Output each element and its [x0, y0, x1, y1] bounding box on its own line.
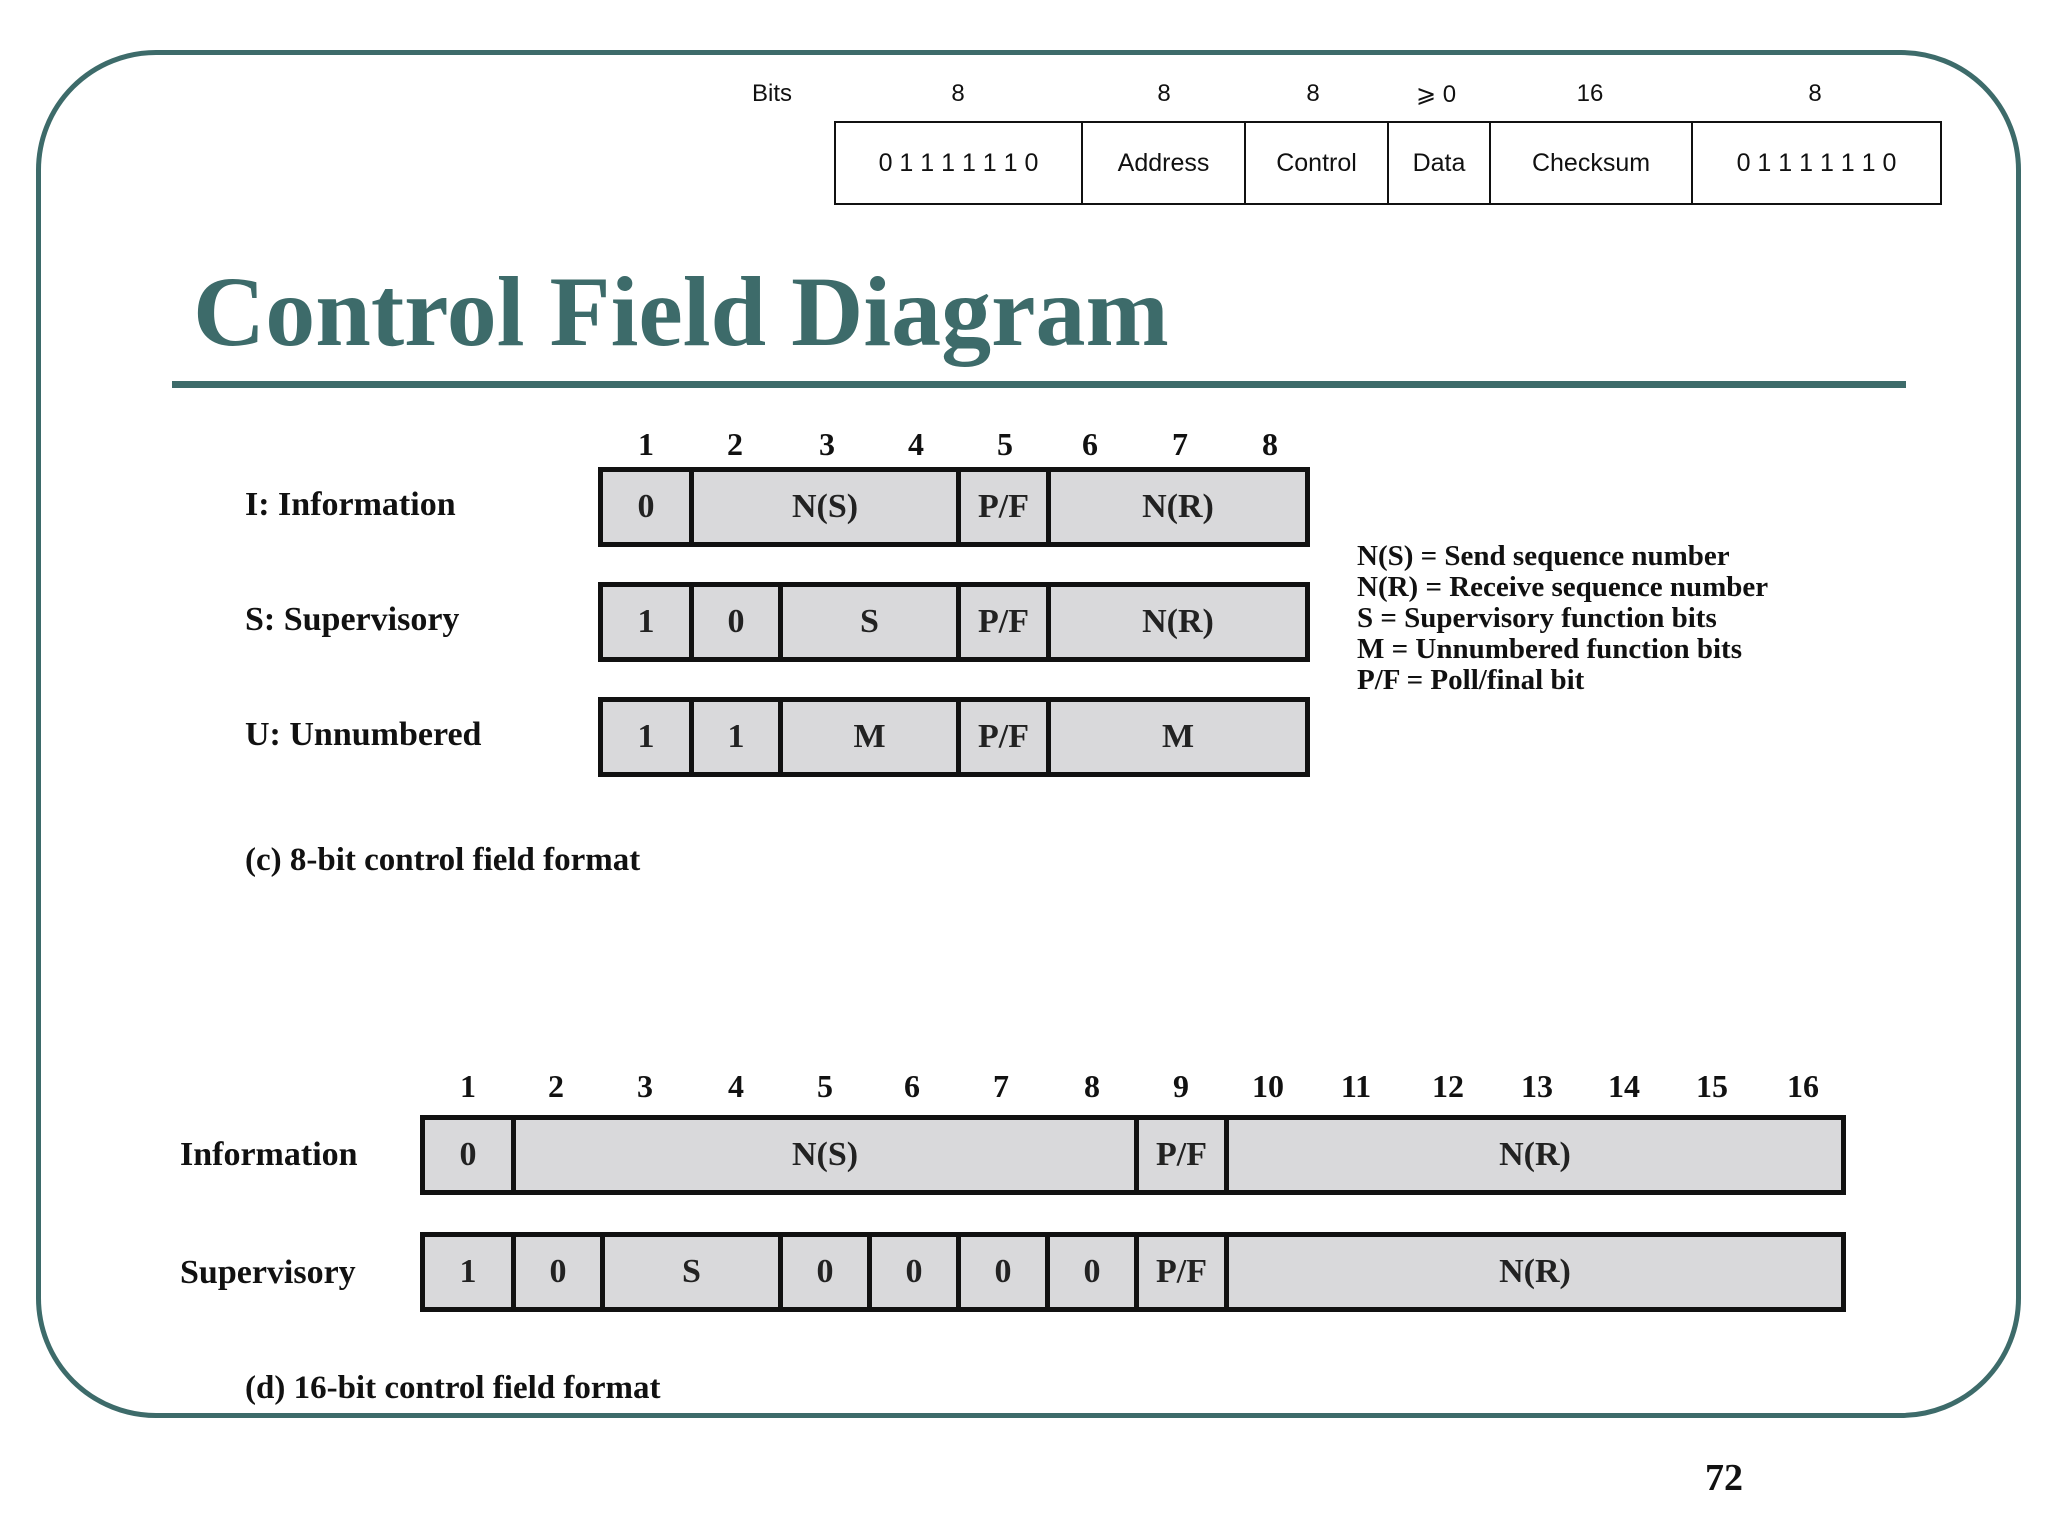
caption-16bit: (d) 16-bit control field format — [245, 1370, 661, 1406]
field-cell: N(R) — [1142, 603, 1214, 640]
field-cell: 0 — [603, 472, 694, 542]
frame-field-checksum: Checksum — [1491, 123, 1693, 203]
frame-field-flag: 0 1 1 1 1 1 1 0 — [836, 123, 1083, 203]
bit-number: 2 — [548, 1068, 564, 1104]
row-label-unnumbered: U: Unnumbered — [245, 716, 482, 753]
legend-item: N(R) = Receive sequence number — [1357, 571, 1769, 603]
field-cell: M — [783, 702, 961, 772]
bit-number: 3 — [637, 1068, 653, 1104]
bit-count: 8 — [1306, 80, 1320, 107]
field-cell: M — [1161, 718, 1195, 755]
bit-number: 5 — [997, 426, 1013, 462]
bit-number: 14 — [1608, 1068, 1640, 1104]
frame-field-data: Data — [1389, 123, 1491, 203]
field-cell: S — [783, 587, 961, 657]
control-field-row-supervisory — [420, 1232, 1846, 1312]
field-cell: 0 — [872, 1237, 961, 1307]
legend — [1357, 541, 1768, 696]
control-field-row-i — [598, 467, 1310, 547]
field-cell: 0 — [425, 1120, 516, 1190]
legend-item: M = Unnumbered function bits — [1357, 633, 1742, 665]
bit-count: 8 — [1808, 80, 1822, 107]
field-cell: P/F — [1139, 1237, 1229, 1307]
field-cell: N(R) — [1499, 1253, 1571, 1290]
bit-count: 8 — [951, 80, 965, 107]
frame-field-control: Control — [1246, 123, 1389, 203]
row-label-information: Information — [180, 1136, 358, 1173]
control-field-row-s — [598, 582, 1310, 662]
field-cell: N(S) — [516, 1120, 1139, 1190]
row-label-supervisory: Supervisory — [180, 1254, 356, 1291]
legend-item: P/F = Poll/final bit — [1357, 664, 1585, 696]
field-cell: P/F — [961, 702, 1051, 772]
caption-8bit: (c) 8-bit control field format — [245, 842, 641, 878]
slide-title: Control Field Diagram — [193, 256, 1169, 367]
field-cell: S — [605, 1237, 783, 1307]
bit-number: 4 — [728, 1068, 744, 1104]
bit-count: 16 — [1576, 80, 1604, 107]
bit-number: 7 — [1172, 426, 1188, 462]
field-cell: N(R) — [1499, 1136, 1571, 1173]
bit-number: 6 — [904, 1068, 920, 1104]
frame-format-table — [834, 121, 1942, 205]
bit-number: 3 — [819, 426, 835, 462]
field-cell: 0 — [694, 587, 783, 657]
bit-number: 2 — [727, 426, 743, 462]
title-underline — [172, 381, 1906, 388]
bit-count: ⩾ 0 — [1415, 81, 1457, 108]
field-cell: P/F — [961, 587, 1051, 657]
bit-number: 16 — [1787, 1068, 1819, 1104]
field-cell: 1 — [425, 1237, 516, 1307]
field-cell: 0 — [961, 1237, 1050, 1307]
field-cell: N(R) — [1142, 488, 1214, 525]
legend-item: S = Supervisory function bits — [1357, 602, 1717, 634]
legend-item: N(S) = Send sequence number — [1357, 540, 1730, 572]
bit-number: 8 — [1262, 426, 1278, 462]
field-cell: 1 — [603, 702, 694, 772]
bit-count: 8 — [1157, 80, 1171, 107]
bit-number: 15 — [1696, 1068, 1728, 1104]
control-field-row-information — [420, 1115, 1846, 1195]
field-cell: 0 — [1050, 1237, 1139, 1307]
bit-number: 11 — [1340, 1068, 1372, 1104]
bit-number: 6 — [1082, 426, 1098, 462]
bit-number: 5 — [817, 1068, 833, 1104]
field-cell: 0 — [516, 1237, 605, 1307]
bit-number: 7 — [993, 1068, 1009, 1104]
bit-number: 10 — [1252, 1068, 1284, 1104]
bit-number: 4 — [908, 426, 924, 462]
frame-field-address: Address — [1083, 123, 1246, 203]
bit-number: 1 — [460, 1068, 476, 1104]
bit-number: 1 — [638, 426, 654, 462]
field-cell: P/F — [961, 472, 1051, 542]
bits-label: Bits — [752, 80, 793, 107]
field-cell: N(S) — [694, 472, 961, 542]
bit-number: 13 — [1521, 1068, 1553, 1104]
page-number: 72 — [1705, 1457, 1743, 1499]
frame-field-flag: 0 1 1 1 1 1 1 0 — [1736, 148, 1897, 177]
field-cell: P/F — [1139, 1120, 1229, 1190]
row-label-supervisory: S: Supervisory — [245, 601, 460, 638]
row-label-information: I: Information — [245, 486, 456, 523]
field-cell: 0 — [783, 1237, 872, 1307]
field-cell: 1 — [694, 702, 783, 772]
control-field-row-u — [598, 697, 1310, 777]
bit-number: 8 — [1084, 1068, 1100, 1104]
field-cell: 1 — [603, 587, 694, 657]
bit-number: 12 — [1432, 1068, 1464, 1104]
bit-number: 9 — [1173, 1068, 1189, 1104]
